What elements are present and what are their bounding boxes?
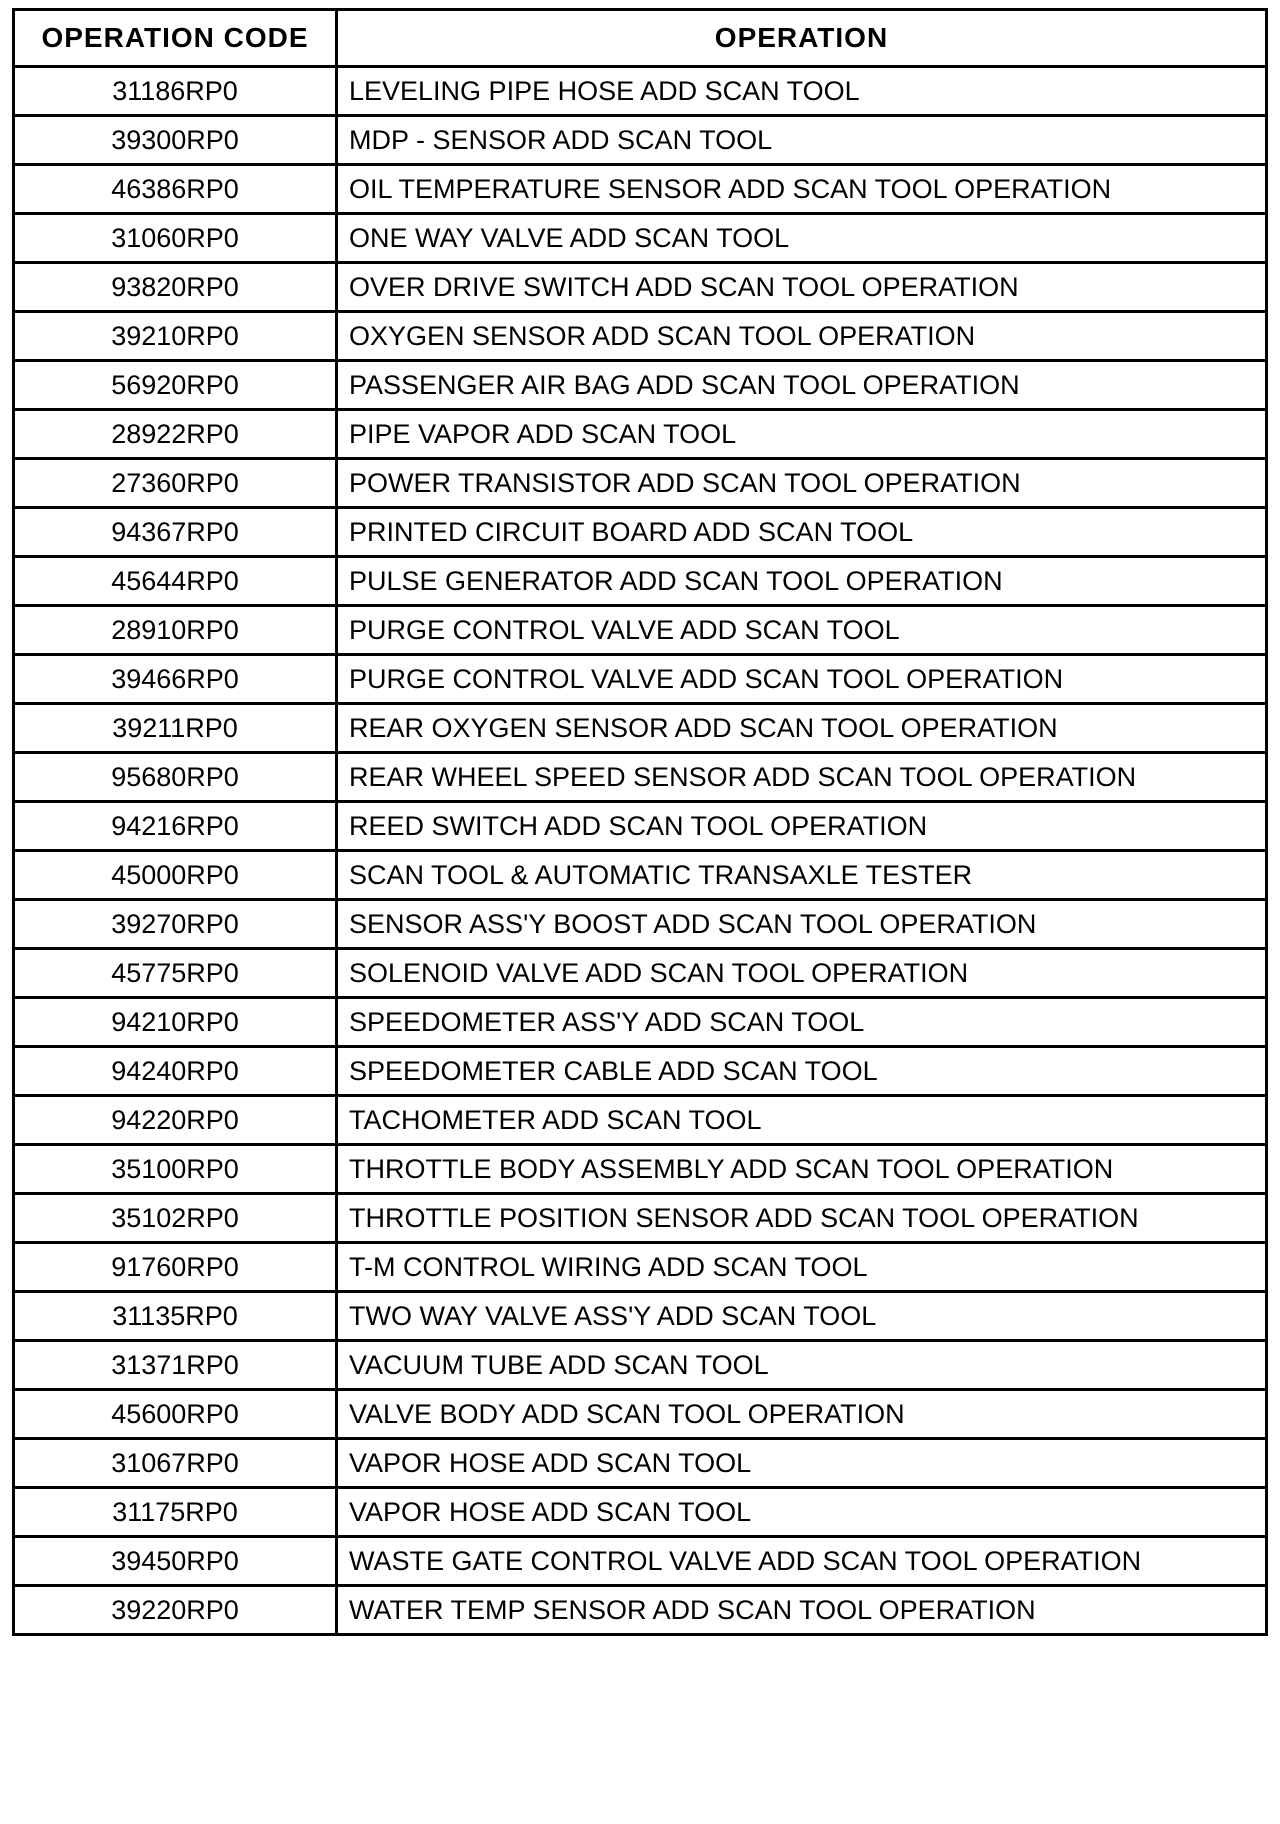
table-row [14, 67, 1267, 116]
operation-code-cell: 46386RP0 [14, 165, 337, 214]
table-row [14, 753, 1267, 802]
operation-cell: SCAN TOOL & AUTOMATIC TRANSAXLE TESTER [337, 851, 1267, 900]
table-row [14, 1047, 1267, 1096]
header-operation-code: OPERATION CODE [14, 10, 337, 67]
operation-code-cell: 39211RP0 [14, 704, 337, 753]
table-row [14, 998, 1267, 1047]
operation-cell: ONE WAY VALVE ADD SCAN TOOL [337, 214, 1267, 263]
operation-code-cell: 56920RP0 [14, 361, 337, 410]
operation-cell: VAPOR HOSE ADD SCAN TOOL [337, 1488, 1267, 1537]
operation-cell: OVER DRIVE SWITCH ADD SCAN TOOL OPERATION [337, 263, 1267, 312]
operation-code-cell: 39270RP0 [14, 900, 337, 949]
table-row [14, 361, 1267, 410]
table-row [14, 116, 1267, 165]
operation-cell: PASSENGER AIR BAG ADD SCAN TOOL OPERATION [337, 361, 1267, 410]
operation-cell: VAPOR HOSE ADD SCAN TOOL [337, 1439, 1267, 1488]
table-row [14, 1390, 1267, 1439]
operation-cell: WASTE GATE CONTROL VALVE ADD SCAN TOOL OPERATION [337, 1537, 1267, 1586]
operation-code-cell: 45644RP0 [14, 557, 337, 606]
operation-code-cell: 93820RP0 [14, 263, 337, 312]
operation-cell: REED SWITCH ADD SCAN TOOL OPERATION [337, 802, 1267, 851]
operation-cell: PURGE CONTROL VALVE ADD SCAN TOOL OPERATION [337, 655, 1267, 704]
operation-code-cell: 28910RP0 [14, 606, 337, 655]
operation-code-cell: 94216RP0 [14, 802, 337, 851]
operation-code-cell: 39466RP0 [14, 655, 337, 704]
operation-cell: POWER TRANSISTOR ADD SCAN TOOL OPERATION [337, 459, 1267, 508]
operation-code-cell: 95680RP0 [14, 753, 337, 802]
operation-cell: PIPE VAPOR ADD SCAN TOOL [337, 410, 1267, 459]
operation-code-cell: 31186RP0 [14, 67, 337, 116]
operation-cell: OXYGEN SENSOR ADD SCAN TOOL OPERATION [337, 312, 1267, 361]
operation-cell: TACHOMETER ADD SCAN TOOL [337, 1096, 1267, 1145]
operation-cell: SOLENOID VALVE ADD SCAN TOOL OPERATION [337, 949, 1267, 998]
operation-code-cell: 31371RP0 [14, 1341, 337, 1390]
operation-cell: REAR OXYGEN SENSOR ADD SCAN TOOL OPERATION [337, 704, 1267, 753]
table-row [14, 165, 1267, 214]
header-operation: OPERATION [337, 10, 1267, 67]
operation-cell: WATER TEMP SENSOR ADD SCAN TOOL OPERATION [337, 1586, 1267, 1635]
table-row [14, 1586, 1267, 1635]
operation-code-cell: 39210RP0 [14, 312, 337, 361]
operation-cell: T-M CONTROL WIRING ADD SCAN TOOL [337, 1243, 1267, 1292]
operation-cell: VACUUM TUBE ADD SCAN TOOL [337, 1341, 1267, 1390]
table-row [14, 606, 1267, 655]
table-row [14, 1243, 1267, 1292]
table-row [14, 802, 1267, 851]
operation-code-cell: 94210RP0 [14, 998, 337, 1047]
table-row [14, 1292, 1267, 1341]
table-row [14, 508, 1267, 557]
table-row [14, 1194, 1267, 1243]
table-row [14, 263, 1267, 312]
operation-cell: TWO WAY VALVE ASS'Y ADD SCAN TOOL [337, 1292, 1267, 1341]
operation-cell: LEVELING PIPE HOSE ADD SCAN TOOL [337, 67, 1267, 116]
operation-code-cell: 39220RP0 [14, 1586, 337, 1635]
table-row [14, 214, 1267, 263]
table-row [14, 655, 1267, 704]
operation-code-cell: 31067RP0 [14, 1439, 337, 1488]
table-row [14, 1341, 1267, 1390]
operation-cell: REAR WHEEL SPEED SENSOR ADD SCAN TOOL OPERATION [337, 753, 1267, 802]
table-row [14, 1145, 1267, 1194]
table-row [14, 1488, 1267, 1537]
table-row [14, 949, 1267, 998]
operation-code-cell: 45775RP0 [14, 949, 337, 998]
operation-code-cell: 35102RP0 [14, 1194, 337, 1243]
operation-code-cell: 94240RP0 [14, 1047, 337, 1096]
operation-cell: OIL TEMPERATURE SENSOR ADD SCAN TOOL OPERATION [337, 165, 1267, 214]
table-header-row [14, 10, 1267, 67]
operation-cell: PRINTED CIRCUIT BOARD ADD SCAN TOOL [337, 508, 1267, 557]
operation-cell: SPEEDOMETER ASS'Y ADD SCAN TOOL [337, 998, 1267, 1047]
table-row [14, 1537, 1267, 1586]
operation-cell: THROTTLE POSITION SENSOR ADD SCAN TOOL OPERATION [337, 1194, 1267, 1243]
operation-cell: SENSOR ASS'Y BOOST ADD SCAN TOOL OPERATION [337, 900, 1267, 949]
operation-code-cell: 39300RP0 [14, 116, 337, 165]
operation-code-cell: 94367RP0 [14, 508, 337, 557]
operation-cell: PURGE CONTROL VALVE ADD SCAN TOOL [337, 606, 1267, 655]
operation-code-cell: 28922RP0 [14, 410, 337, 459]
operation-code-cell: 31175RP0 [14, 1488, 337, 1537]
operation-cell: SPEEDOMETER CABLE ADD SCAN TOOL [337, 1047, 1267, 1096]
operation-cell: THROTTLE BODY ASSEMBLY ADD SCAN TOOL OPERATION [337, 1145, 1267, 1194]
operation-code-cell: 39450RP0 [14, 1537, 337, 1586]
operation-code-cell: 45600RP0 [14, 1390, 337, 1439]
operation-cell: MDP - SENSOR ADD SCAN TOOL [337, 116, 1267, 165]
operation-code-cell: 31060RP0 [14, 214, 337, 263]
operation-code-cell: 31135RP0 [14, 1292, 337, 1341]
table-row [14, 851, 1267, 900]
table-row [14, 312, 1267, 361]
table-row [14, 410, 1267, 459]
operation-code-cell: 35100RP0 [14, 1145, 337, 1194]
table-row [14, 557, 1267, 606]
table-row [14, 459, 1267, 508]
operation-code-cell: 27360RP0 [14, 459, 337, 508]
operation-code-cell: 94220RP0 [14, 1096, 337, 1145]
operation-code-cell: 45000RP0 [14, 851, 337, 900]
table-row [14, 1096, 1267, 1145]
table-row [14, 1439, 1267, 1488]
operation-cell: VALVE BODY ADD SCAN TOOL OPERATION [337, 1390, 1267, 1439]
operation-code-cell: 91760RP0 [14, 1243, 337, 1292]
table-row [14, 704, 1267, 753]
operation-code-table [12, 8, 1268, 1636]
operation-cell: PULSE GENERATOR ADD SCAN TOOL OPERATION [337, 557, 1267, 606]
table-row [14, 900, 1267, 949]
